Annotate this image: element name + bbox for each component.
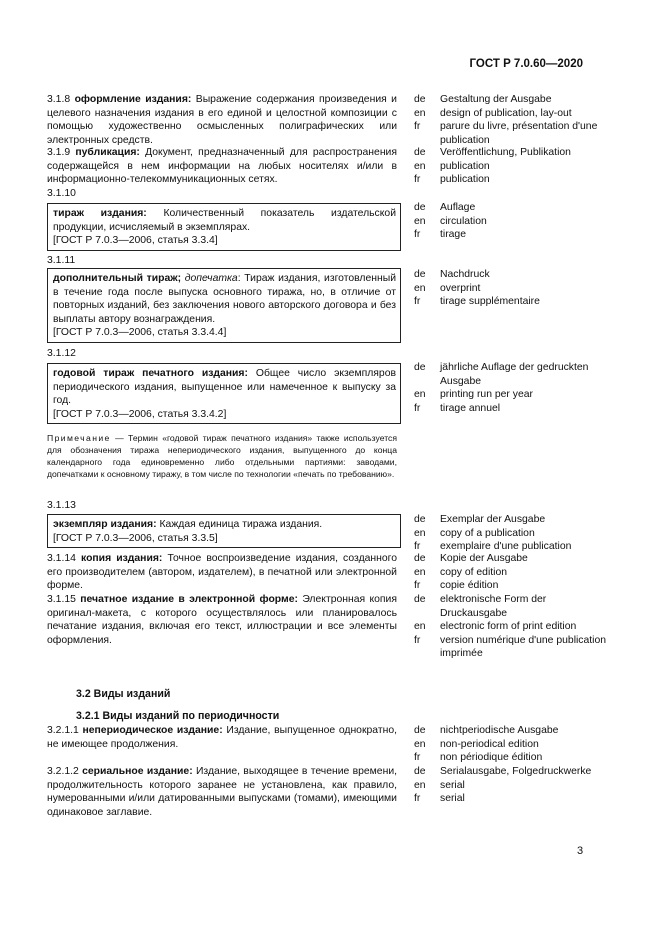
entry-3-1-14: [47, 552, 397, 593]
boxed-definition-3-1-13: [47, 514, 401, 548]
entry-number: 3.2.1.2: [47, 766, 79, 777]
entry-number: 3.1.15: [47, 594, 76, 605]
equivalents-3-2-1-2: [414, 765, 614, 806]
foreign-term: copie édition: [440, 580, 499, 591]
term: оформление издания:: [74, 94, 192, 105]
lang-code: fr: [414, 174, 421, 185]
equivalents-3-1-14: [414, 552, 614, 593]
foreign-term: Gestaltung der Ausgabe: [440, 94, 552, 105]
entry-number: 3.2.1.1: [47, 725, 79, 736]
source-reference: [ГОСТ Р 7.0.3—2006, статья 3.3.4.4]: [53, 327, 227, 338]
foreign-term: tirage annuel: [440, 402, 501, 414]
equivalents-3-1-13: [414, 513, 614, 554]
lang-code: fr: [414, 296, 421, 307]
boxed-definition-3-1-12: [47, 363, 401, 424]
lang-code: de: [414, 594, 426, 605]
source-reference: [ГОСТ Р 7.0.3—2006, статья 3.3.5]: [53, 532, 218, 544]
term: тираж издания:: [53, 208, 147, 219]
definition: Общее число экземпляров периодического издания, выпущенное или намеченное к выпуску за год.: [53, 368, 396, 406]
term: печатное издание в электронной форме:: [80, 594, 298, 605]
equivalents-3-1-12: [414, 361, 614, 415]
foreign-term: copy of a publication: [440, 527, 535, 539]
foreign-term: tirage supplémentaire: [440, 296, 540, 307]
entry-number: 3.1.9: [47, 147, 71, 158]
lang-code: de: [414, 269, 426, 280]
note-label: Примечание: [47, 433, 111, 443]
lang-code: fr: [414, 229, 421, 240]
term: годовой тираж печатного издания:: [53, 368, 248, 379]
foreign-term: parure du livre, présentation d'une publication: [440, 121, 598, 146]
lang-code: de: [414, 147, 426, 158]
entry-number-3-1-11: 3.1.11: [47, 255, 76, 266]
foreign-term: serial: [440, 779, 465, 791]
section-heading-3-2: 3.2 Виды изданий: [76, 688, 171, 700]
term: публикация:: [75, 147, 140, 158]
foreign-term: nichtperiodische Ausgabe: [440, 725, 559, 736]
term: дополнительный тираж;: [53, 273, 182, 284]
boxed-definition-3-1-11: [47, 268, 401, 343]
term: копия издания:: [81, 553, 163, 564]
foreign-term: Exemplar der Ausgabe: [440, 514, 546, 525]
foreign-term: version numérique d'une publication imprimée: [440, 634, 607, 659]
boxed-definition-3-1-10: [47, 203, 401, 251]
foreign-term: Veröffentlichung, Publikation: [440, 147, 571, 158]
lang-code: fr: [414, 634, 421, 646]
foreign-term: printing run per year: [440, 389, 533, 400]
term: экземпляр издания:: [53, 519, 157, 530]
lang-code: de: [414, 362, 426, 373]
equivalents-3-1-9: [414, 146, 614, 187]
foreign-term: Nachdruck: [440, 269, 490, 280]
foreign-term: non périodique édition: [440, 752, 543, 763]
note: [47, 432, 397, 480]
equivalents-3-1-11: [414, 268, 614, 309]
definition: Точное воспроизведение издания, созданного его производителем (автором, издателем), в печатной или электронной форме.: [47, 553, 398, 591]
page-number: 3: [577, 845, 584, 857]
entry-3-2-1-2: [47, 765, 397, 819]
lang-code: fr: [414, 752, 421, 763]
lang-code: de: [414, 94, 426, 105]
equivalents-3-1-15: [414, 593, 614, 661]
definition: Документ, предназначенный для распространения содержащейся в нем информации на любых носителях и/или в информационно-телекоммуникационных сетях.: [47, 147, 397, 185]
lang-code: de: [414, 553, 426, 564]
definition: Выражение содержания произведения и целевого назначения издания в его единой и целостной композиции с помощью художественно осмысленных полиграфических или электронных средств.: [47, 94, 397, 146]
entry-number: 3.1.8: [47, 94, 71, 105]
definition: Издание, выпущенное однократно, не имеющее продолжения.: [47, 725, 397, 750]
lang-code: en: [414, 621, 426, 632]
section-heading-3-2-1: 3.2.1 Виды изданий по периодичности: [76, 710, 280, 722]
definition: Количественный показатель издательской продукции, исчисляемый в экземплярах.: [53, 208, 396, 233]
definition: Издание, выходящее в течение времени, продолжительность которого заранее не установлена, как правило, нумерованными и/или датированными выпусками (томами), имеющими одинаковое заглавие.: [47, 766, 398, 818]
lang-code: en: [414, 779, 426, 791]
note-text: — Термин «годовой тираж печатного издания» также используется для обозначения тиража непериодического издания, выпущенного до конца календарного года единовременно либо отдельными партиями: заводами, допечатками к основному тиражу, в том числе по технологии «печать по требованию».: [47, 433, 397, 479]
definition: Каждая единица тиража издания.: [159, 519, 323, 530]
foreign-term: Kopie der Ausgabe: [440, 553, 528, 564]
lang-code: en: [414, 527, 426, 539]
standard-header: ГОСТ Р 7.0.60—2020: [469, 58, 583, 70]
foreign-term: non-periodical edition: [440, 738, 539, 750]
equivalents-3-1-10: [414, 201, 614, 242]
definition: Электронная копия оригинал-макета, с которого осуществлялось или планировалось печатание издания, включая его текст, иллюстрации и все элементы оформления.: [47, 594, 397, 646]
foreign-term: electronic form of print edition: [440, 621, 577, 632]
equivalents-3-2-1-1: [414, 724, 614, 765]
foreign-term: Serialausgabe, Folgedruckwerke: [440, 766, 592, 777]
foreign-term: circulation: [440, 215, 487, 227]
lang-code: de: [414, 725, 426, 736]
entry-number-3-1-13: 3.1.13: [47, 500, 76, 511]
synonym: допечатка: [184, 273, 238, 284]
term: непериодическое издание:: [82, 725, 223, 736]
lang-code: fr: [414, 121, 421, 132]
lang-code: de: [414, 202, 426, 213]
lang-code: en: [414, 160, 426, 172]
entry-number: 3.1.14: [47, 553, 76, 564]
lang-code: en: [414, 282, 426, 294]
foreign-term: copy of edition: [440, 566, 508, 578]
lang-code: en: [414, 738, 426, 750]
term: сериальное издание:: [82, 766, 193, 777]
foreign-term: Auflage: [440, 202, 476, 213]
lang-code: de: [414, 766, 426, 777]
source-reference: [ГОСТ Р 7.0.3—2006, статья 3.3.4.2]: [53, 408, 227, 420]
lang-code: fr: [414, 541, 421, 552]
foreign-term: publication: [440, 174, 490, 185]
lang-code: de: [414, 514, 426, 525]
foreign-term: serial: [440, 793, 465, 804]
lang-code: fr: [414, 580, 421, 591]
entry-3-1-15: [47, 593, 397, 647]
foreign-term: elektronische Form der Druckausgabe: [440, 594, 547, 619]
definition: : Тираж издания, изготовленный в течение года после выпуска основного тиража, но, в отличие от повторных изданий, без заключения нового авторского договора и без выплаты автору вознаграждения.: [53, 273, 397, 325]
lang-code: en: [414, 566, 426, 578]
foreign-term: jährliche Auflage der gedruckten Ausgabe: [440, 362, 589, 387]
lang-code: fr: [414, 402, 421, 414]
entry-3-1-9: [47, 146, 397, 187]
source-reference: [ГОСТ Р 7.0.3—2006, статья 3.3.4]: [53, 235, 218, 246]
foreign-term: design of publication, lay-out: [440, 107, 572, 119]
entry-3-2-1-1: [47, 724, 397, 751]
lang-code: en: [414, 107, 426, 119]
lang-code: fr: [414, 793, 421, 804]
foreign-term: publication: [440, 160, 490, 172]
entry-number-3-1-12: 3.1.12: [47, 348, 76, 359]
foreign-term: overprint: [440, 282, 481, 294]
entry-3-1-8: [47, 93, 397, 147]
foreign-term: tirage: [440, 229, 466, 240]
lang-code: en: [414, 389, 426, 400]
foreign-term: exemplaire d'une publication: [440, 541, 572, 552]
lang-code: en: [414, 215, 426, 227]
equivalents-3-1-8: [414, 93, 614, 147]
entry-number-3-1-10: 3.1.10: [47, 188, 76, 199]
